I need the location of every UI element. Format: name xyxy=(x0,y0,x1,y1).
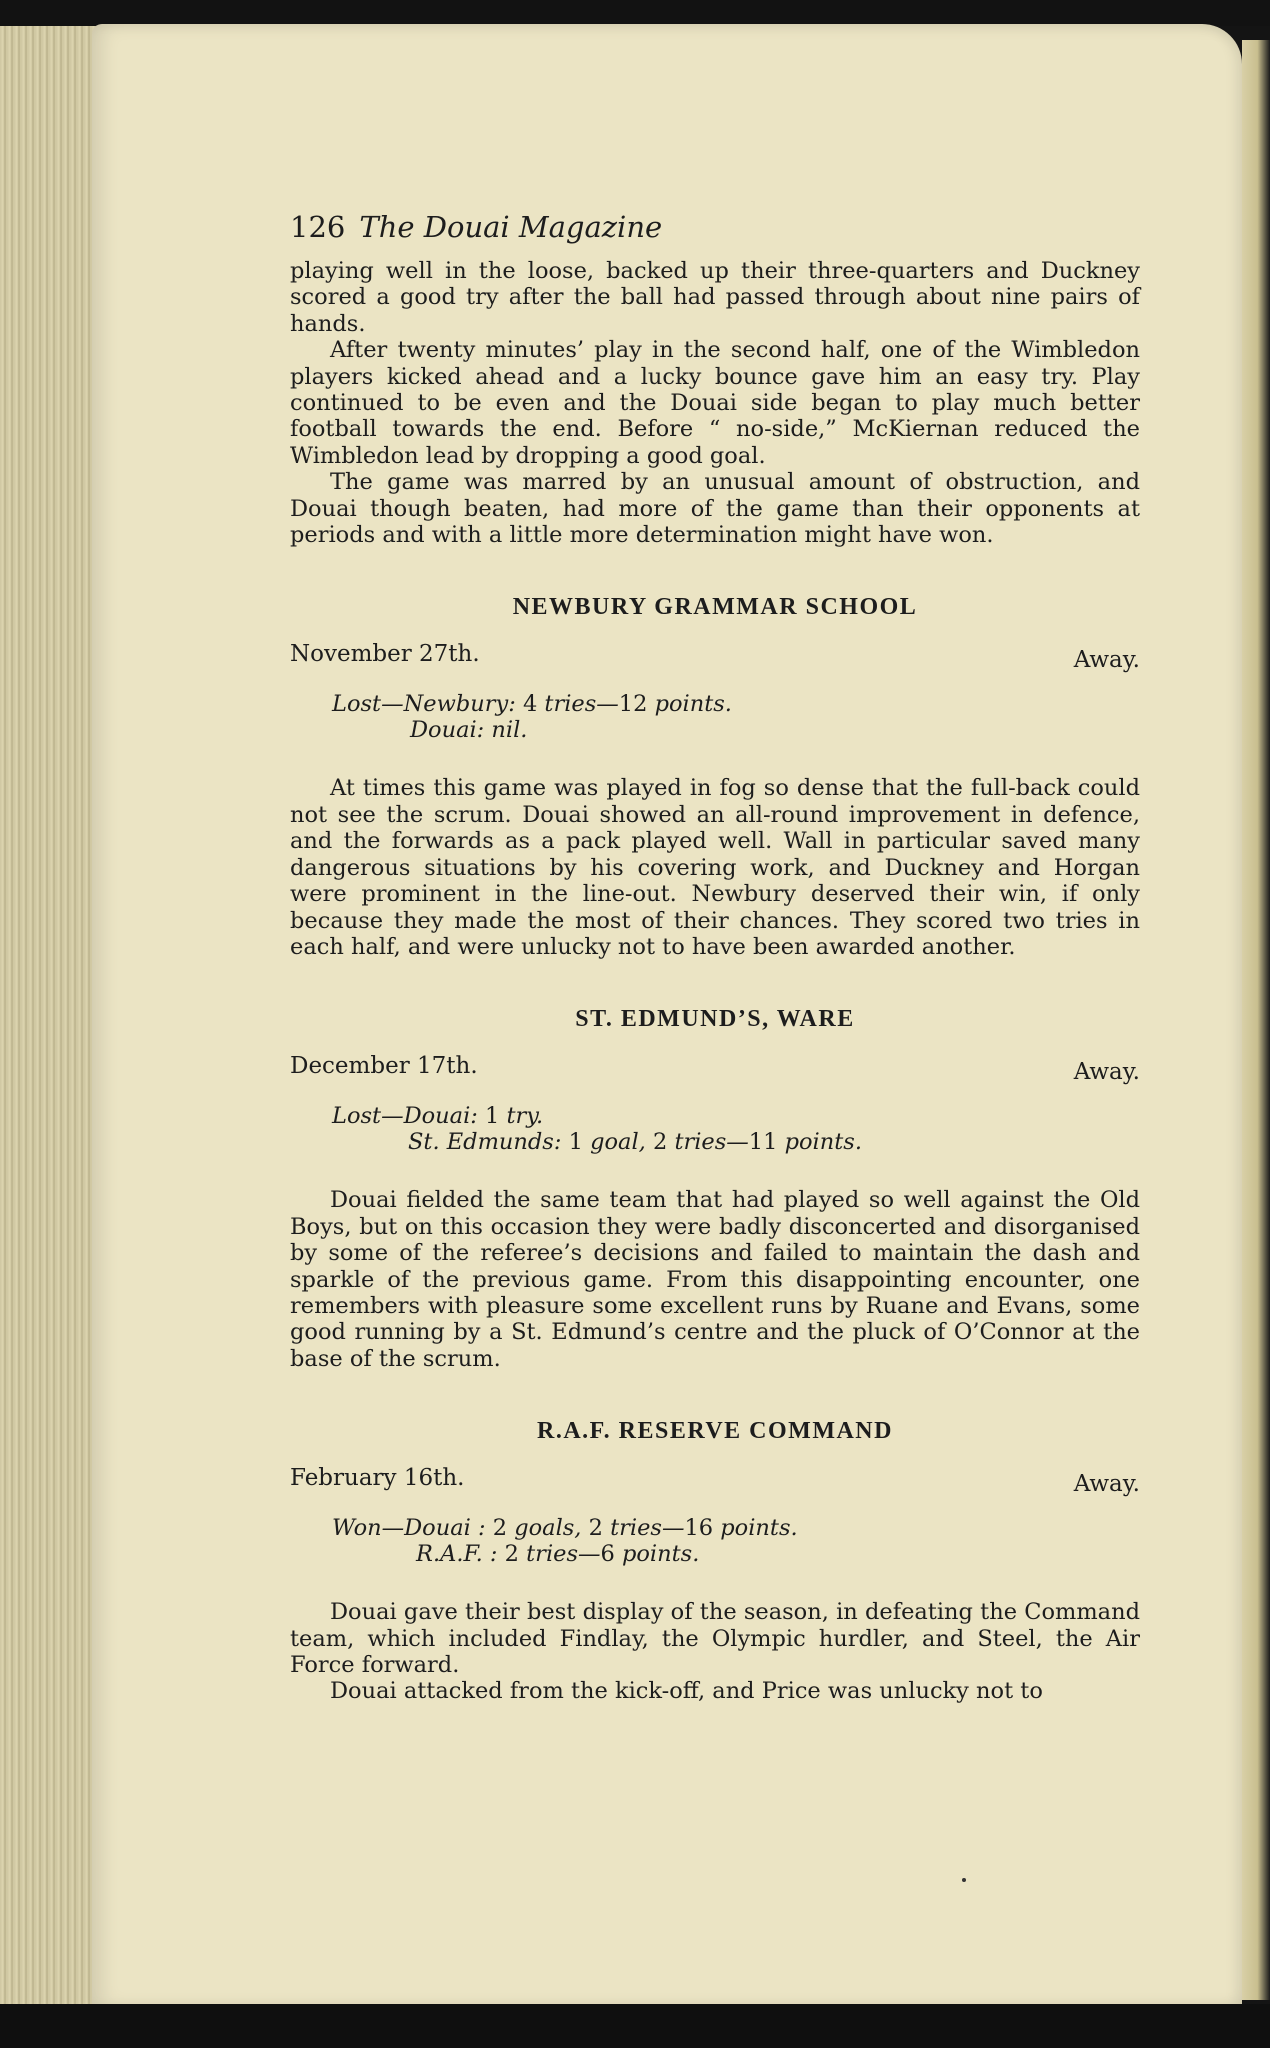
result-word: tries— xyxy=(544,691,619,718)
running-header xyxy=(290,210,1140,244)
result-prefix: R.A.F. : xyxy=(416,1541,498,1568)
result-line xyxy=(290,1129,1140,1155)
match-heading: R.A.F. RESERVE COMMAND xyxy=(537,1418,893,1445)
result-prefix: Won—Douai : xyxy=(332,1515,486,1542)
result-number: 2 xyxy=(588,1515,603,1542)
match-dateline xyxy=(290,641,1140,673)
result-number: 2 xyxy=(652,1129,668,1156)
result-prefix: St. Edmunds: xyxy=(408,1129,562,1156)
result-word: points. xyxy=(654,691,732,718)
result-word: goal, xyxy=(590,1129,646,1156)
match-result xyxy=(290,1515,1140,1567)
result-number: 1 xyxy=(568,1129,583,1156)
magazine-title: The Douai Magazine xyxy=(359,210,663,244)
match-heading: NEWBURY GRAMMAR SCHOOL xyxy=(512,594,918,621)
result-line xyxy=(290,717,1140,743)
paper-speck xyxy=(962,1878,966,1882)
match-dateline xyxy=(290,1465,1140,1497)
match-result xyxy=(290,691,1140,743)
book-bottom-edge xyxy=(0,2004,1270,2048)
page-content xyxy=(290,210,1140,1705)
result-number: 2 xyxy=(492,1515,508,1542)
match-venue: Away. xyxy=(1073,647,1140,674)
match-venue: Away. xyxy=(1073,1059,1140,1086)
result-number: 6 xyxy=(600,1541,615,1568)
intro-paragraph: playing well in the loose, backed up their three-quarters and Duckney scored a good try after the ball had passed through about nine pairs of hands. xyxy=(290,258,1140,337)
book-top-edge xyxy=(0,0,1270,26)
result-word: points. xyxy=(720,1515,798,1542)
match-report-paragraph: Douai fielded the same team that had played so well against the Old Boys, but on this occasion they were badly disconcerted and disorganised by some of the referee’s decisions and failed to maintain the dash and sparkle of the previous game. From this disappointing encounter, one remembers with pleasure some excellent runs by Ruane and Evans, some good running by a St. Edmund’s centre and the pluck of O’Connor at the base of the scrum. xyxy=(290,1187,1140,1372)
match-date: December 17th. xyxy=(290,1053,478,1080)
result-number: 11 xyxy=(748,1129,778,1156)
result-word: points. xyxy=(621,1541,700,1568)
match-report-paragraph: At times this game was played in fog so dense that the full-back could not see the scrum. Douai showed an all-round improvement in defence, and the forwards as a pack played well. Wall in particular saved many dangerous situations by his covering work, and Duckney and Horgan were prominent in the line-out. Newbury deserved their win, if only because they made the most of their chances. They scored two tries in each half, and were unlucky not to have been awarded another. xyxy=(290,775,1140,960)
result-prefix: Douai: nil. xyxy=(410,717,528,744)
page-stack-edge xyxy=(0,26,100,2006)
result-number: 4 xyxy=(522,691,538,718)
match-venue: Away. xyxy=(1073,1471,1140,1498)
match-date: February 16th. xyxy=(290,1465,465,1492)
result-word: points. xyxy=(784,1129,862,1156)
result-prefix: Lost—Newbury: xyxy=(332,691,516,718)
result-word: tries— xyxy=(674,1129,749,1156)
match-heading: ST. EDMUND’S, WARE xyxy=(575,1006,855,1033)
page-number: 126 xyxy=(290,210,346,244)
result-number: 2 xyxy=(504,1541,519,1568)
intro-paragraph: The game was marred by an unusual amount of obstruction, and Douai though beaten, had more of the game than their opponents at periods and with a little more determination might have won. xyxy=(290,469,1140,549)
result-line xyxy=(290,1515,1140,1541)
result-word: goals, xyxy=(514,1515,582,1542)
result-line xyxy=(290,691,1140,717)
match-report-paragraph: Douai gave their best display of the season, in defeating the Command team, which included Findlay, the Olympic hurdler, and Steel, the Air Force forward. xyxy=(290,1599,1140,1678)
result-line xyxy=(290,1541,1140,1567)
match-result xyxy=(290,1103,1140,1155)
result-number: 1 xyxy=(485,1103,500,1130)
match-date: November 27th. xyxy=(290,641,480,668)
page-fore-edge xyxy=(1242,40,1270,2000)
match-report-paragraph: Douai attacked from the kick-off, and Price was unlucky not to xyxy=(330,1678,1043,1705)
result-number: 12 xyxy=(618,691,648,718)
result-word: tries— xyxy=(610,1515,685,1542)
result-line xyxy=(290,1103,1140,1129)
intro-paragraph: After twenty minutes’ play in the second half, one of the Wimbledon players kicked ahead and a lucky bounce gave him an easy try. Play continued to be even and the Douai side began to play much better football towards the end. Before “ no-side,” McKiernan reduced the Wimbledon lead by dropping a good goal. xyxy=(290,337,1140,469)
result-word: try. xyxy=(506,1103,544,1130)
match-dateline xyxy=(290,1053,1140,1085)
result-prefix: Lost—Douai: xyxy=(332,1103,478,1130)
result-number: 16 xyxy=(684,1515,714,1542)
result-word: tries— xyxy=(526,1541,601,1568)
